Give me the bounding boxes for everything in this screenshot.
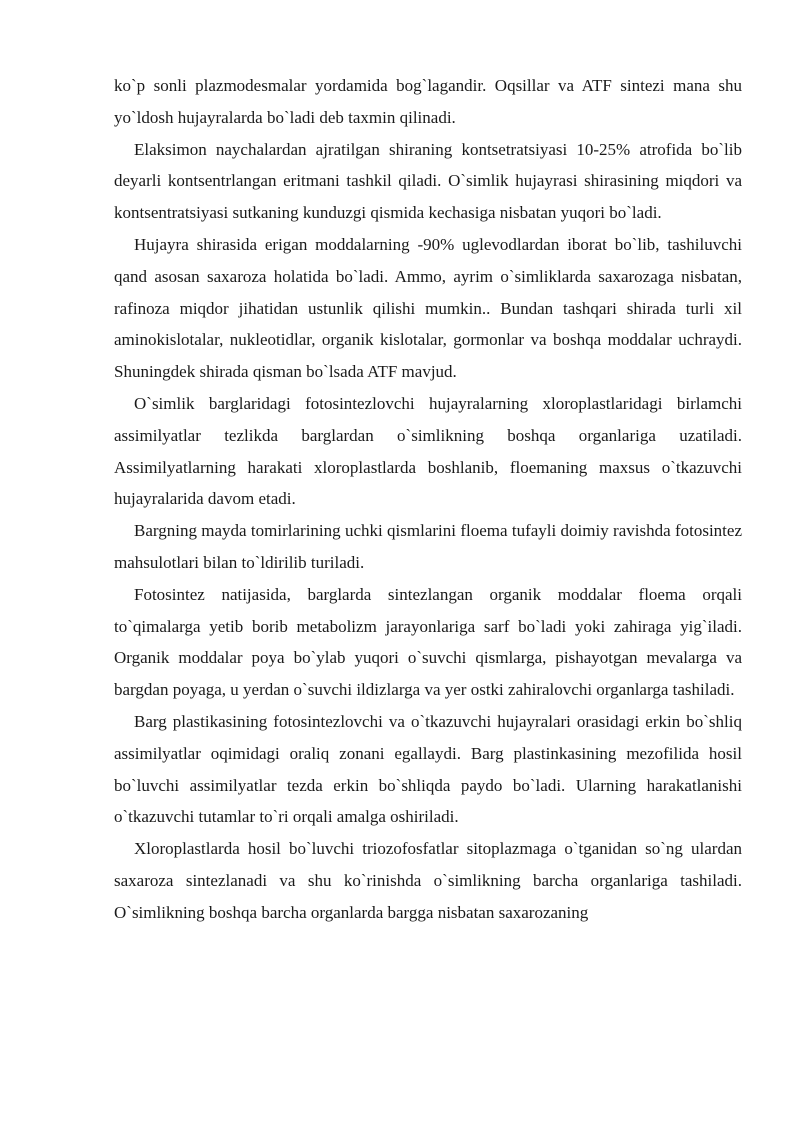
paragraph-sap-composition: Hujayra shirasida erigan moddalarning -90% uglevodlardan iborat bo`lib, tashiluvchi qand asosan saxaroza holatida bo`ladi. Ammo, ayrim o`simliklarda saxarozaga nisbatan, rafinoza miqdor jihatidan ustunlik qilishi mumkin.. Bundan tashqari shirada turli xil aminokislotalar, nukleotidlar, organik kislotalar, gormonlar va boshqa moddalar uchraydi. Shuningdek shirada qisman bo`lsada ATF mavjud. — [114, 234, 742, 382]
document-page — [114, 70, 742, 929]
paragraph-leaf-blade: Barg plastikasining fotosintezlovchi va o`tkazuvchi hujayralari orasidagi erkin bo`shliq assimilyatlar oqimidagi oraliq zonani egallaydi. Barg plastinkasining mezofilida hosil bo`luvchi assimilyatlar tezda erkin bo`shliqda paydo bo`ladi. Ularning harakatlanishi o`tkazuvchi tutamlar to`ri orqali amalga oshiriladi. — [114, 711, 742, 827]
paragraph-chloroplasts: Xloroplastlarda hosil bo`luvchi triozofosfatlar sitoplazmaga o`tganidan so`ng ulardan saxaroza sintezlanadi va shu ko`rinishda o`simlikning barcha organlariga tashiladi. O`simlikning boshqa barcha organlarda bargga nisbatan saxarozaning — [114, 839, 742, 922]
paragraph-leaf-veins: Bargning mayda tomirlarining uchki qismlarini floema tufayli doimiy ravishda fotosintez mahsulotlari bilan to`ldirilib turiladi. — [114, 521, 742, 572]
paragraph-photosynthesis-products: Fotosintez natijasida, barglarda sintezlangan organik moddalar floema orqali to`qimalarga yetib borib metabolizm jarayonlariga sarf bo`ladi yoki zahiraga yig`iladi. Organik moddalar poya bo`ylab yuqori o`suvchi qismlarga, pishayotgan mevalarga va bargdan poyaga, u yerdan o`suvchi ildizlarga va yer ostki zahiralovchi organlarga tashiladi. — [114, 584, 742, 700]
paragraph-continuation: ko`p sonli plazmodesmalar yordamida bog`lagandir. Oqsillar va ATF sintezi mana shu yo`ldosh hujayralarda bo`ladi deb taxmin qilinadi. — [114, 76, 742, 127]
paragraph-assimilates-transfer: O`simlik barglaridagi fotosintezlovchi hujayralarning xloroplastlaridagi birlamchi assimilyatlar tezlikda barglardan o`simlikning boshqa organlariga uzatiladi. Assimilyatlarning harakati xloroplastlarda boshlanib, floemaning maxsus o`tkazuvchi hujayralarida davom etadi. — [114, 393, 742, 509]
paragraph-sap-concentration: Elaksimon naychalardan ajratilgan shiraning kontsetratsiyasi 10-25% atrofida bo`lib deyarli kontsentrlangan eritmani tashkil qiladi. O`simlik hujayrasi shirasining miqdori va kontsentratsiyasi sutkaning kunduzgi qismida kechasiga nisbatan yuqori bo`ladi. — [114, 139, 742, 223]
